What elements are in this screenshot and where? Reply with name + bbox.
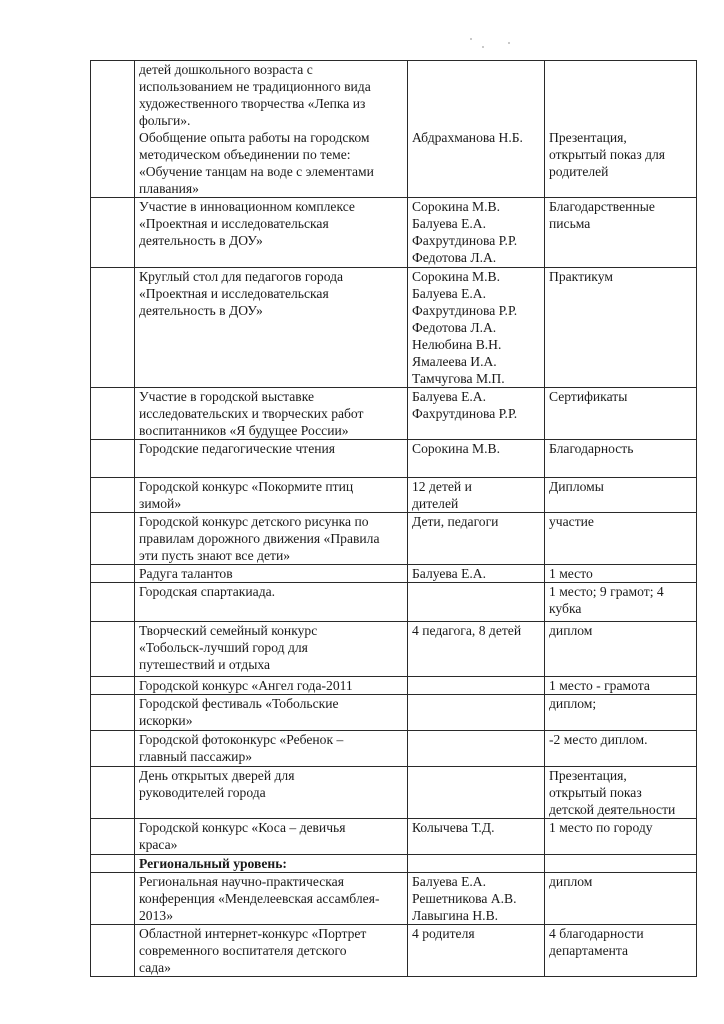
participants-cell xyxy=(408,583,545,622)
result-cell: диплом xyxy=(545,622,697,677)
result-cell: 1 место по городу xyxy=(545,819,697,855)
event-cell: Городской фотоконкурс «Ребенок – главный пассажир» xyxy=(135,731,408,767)
event-cell: Участие в инновационном комплексе «Проектная и исследовательская деятельность в ДОУ» xyxy=(135,198,408,268)
result-cell: Благодарность xyxy=(545,440,697,478)
result-cell: 1 место - грамота xyxy=(545,677,697,695)
participants-cell xyxy=(408,731,545,767)
events-table xyxy=(90,60,697,977)
row-number-cell xyxy=(91,513,135,565)
participants-cell: Балуева Е.А. Фахрутдинова Р.Р. xyxy=(408,388,545,440)
result-cell xyxy=(545,855,697,873)
event-cell: Городской конкурс «Покормите птиц зимой» xyxy=(135,478,408,513)
section-heading: Региональный уровень: xyxy=(135,855,408,873)
result-cell: 1 место xyxy=(545,565,697,583)
participants-cell: Балуева Е.А. Решетникова А.В. Лавыгина Н.В. xyxy=(408,873,545,925)
event-cell: Городской конкурс «Ангел года-2011 xyxy=(135,677,408,695)
row-number-cell xyxy=(91,677,135,695)
result-cell: 4 благодарности департамента xyxy=(545,925,697,977)
table-row xyxy=(91,819,697,855)
participants-cell: Сорокина М.В. Балуева Е.А. Фахрутдинова Р.Р. Федотова Л.А. Нелюбина В.Н. Ямалеева И.А. Тамчугова М.П. xyxy=(408,268,545,388)
row-number-cell xyxy=(91,622,135,677)
result-cell: Практикум xyxy=(545,268,697,388)
result-cell: Сертификаты xyxy=(545,388,697,440)
participants-cell: 12 детей и дителей xyxy=(408,478,545,513)
result-cell: 1 место; 9 грамот; 4 кубка xyxy=(545,583,697,622)
row-number-cell xyxy=(91,440,135,478)
row-number-cell xyxy=(91,925,135,977)
row-number-cell xyxy=(91,565,135,583)
table-row xyxy=(91,565,697,583)
event-cell: День открытых дверей для руководителей города xyxy=(135,767,408,819)
row-number-cell xyxy=(91,819,135,855)
scan-speck xyxy=(508,42,510,44)
participants-cell: Балуева Е.А. xyxy=(408,565,545,583)
table-row xyxy=(91,513,697,565)
event-cell: Радуга талантов xyxy=(135,565,408,583)
table-row xyxy=(91,677,697,695)
table-row xyxy=(91,268,697,388)
table-row xyxy=(91,440,697,478)
row-number-cell xyxy=(91,855,135,873)
table-row xyxy=(91,388,697,440)
participants-cell xyxy=(408,855,545,873)
row-number-cell xyxy=(91,198,135,268)
table-row xyxy=(91,198,697,268)
table-row xyxy=(91,731,697,767)
result-cell: участие xyxy=(545,513,697,565)
participants-cell: Абдрахманова Н.Б. xyxy=(408,61,545,198)
result-cell: Благодарственные письма xyxy=(545,198,697,268)
participants-cell xyxy=(408,695,545,731)
event-cell: Городской конкурс детского рисунка по правилам дорожного движения «Правила эти пусть знают все дети» xyxy=(135,513,408,565)
row-number-cell xyxy=(91,478,135,513)
participants-cell xyxy=(408,677,545,695)
participants-cell: Сорокина М.В. xyxy=(408,440,545,478)
result-cell: Дипломы xyxy=(545,478,697,513)
table-row xyxy=(91,622,697,677)
table-row xyxy=(91,925,697,977)
event-cell: Городская спартакиада. xyxy=(135,583,408,622)
participants-cell: Сорокина М.В. Балуева Е.А. Фахрутдинова Р.Р. Федотова Л.А. xyxy=(408,198,545,268)
participants-cell: Колычева Т.Д. xyxy=(408,819,545,855)
row-number-cell xyxy=(91,583,135,622)
event-cell: Творческий семейный конкурс «Тобольск-лучший город для путешествий и отдыха xyxy=(135,622,408,677)
result-cell: диплом; xyxy=(545,695,697,731)
event-cell: Участие в городской выставке исследовательских и творческих работ воспитанников «Я будущее России» xyxy=(135,388,408,440)
table-row xyxy=(91,61,697,198)
table-row xyxy=(91,583,697,622)
event-cell: Городской конкурс «Коса – девичья краса» xyxy=(135,819,408,855)
row-number-cell xyxy=(91,731,135,767)
table-row xyxy=(91,478,697,513)
result-cell: -2 место диплом. xyxy=(545,731,697,767)
participants-cell: 4 родителя xyxy=(408,925,545,977)
table-row xyxy=(91,873,697,925)
event-cell: Городские педагогические чтения xyxy=(135,440,408,478)
section-row xyxy=(91,855,697,873)
row-number-cell xyxy=(91,873,135,925)
row-number-cell xyxy=(91,61,135,198)
scan-speck xyxy=(482,46,484,48)
row-number-cell xyxy=(91,767,135,819)
participants-cell xyxy=(408,767,545,819)
event-cell: Областной интернет-конкурс «Портрет современного воспитателя детского сада» xyxy=(135,925,408,977)
row-number-cell xyxy=(91,388,135,440)
table-row xyxy=(91,695,697,731)
event-cell: Круглый стол для педагогов города «Проектная и исследовательская деятельность в ДОУ» xyxy=(135,268,408,388)
result-cell: Презентация, открытый показ детской деятельности xyxy=(545,767,697,819)
row-number-cell xyxy=(91,268,135,388)
table-row xyxy=(91,767,697,819)
scan-speck xyxy=(470,38,472,40)
row-number-cell xyxy=(91,695,135,731)
result-cell: Презентация, открытый показ для родителей xyxy=(545,61,697,198)
result-cell: диплом xyxy=(545,873,697,925)
participants-cell: Дети, педагоги xyxy=(408,513,545,565)
participants-cell: 4 педагога, 8 детей xyxy=(408,622,545,677)
event-cell: Городской фестиваль «Тобольские искорки» xyxy=(135,695,408,731)
event-cell: детей дошкольного возраста с использованием не традиционного вида художественного творчества «Лепка из фольги». Обобщение опыта работы на городском методическом объединении по теме: «Обучение танцам на воде с элементами плавания» xyxy=(135,61,408,198)
event-cell: Региональная научно-практическая конференция «Менделеевская ассамблея- 2013» xyxy=(135,873,408,925)
